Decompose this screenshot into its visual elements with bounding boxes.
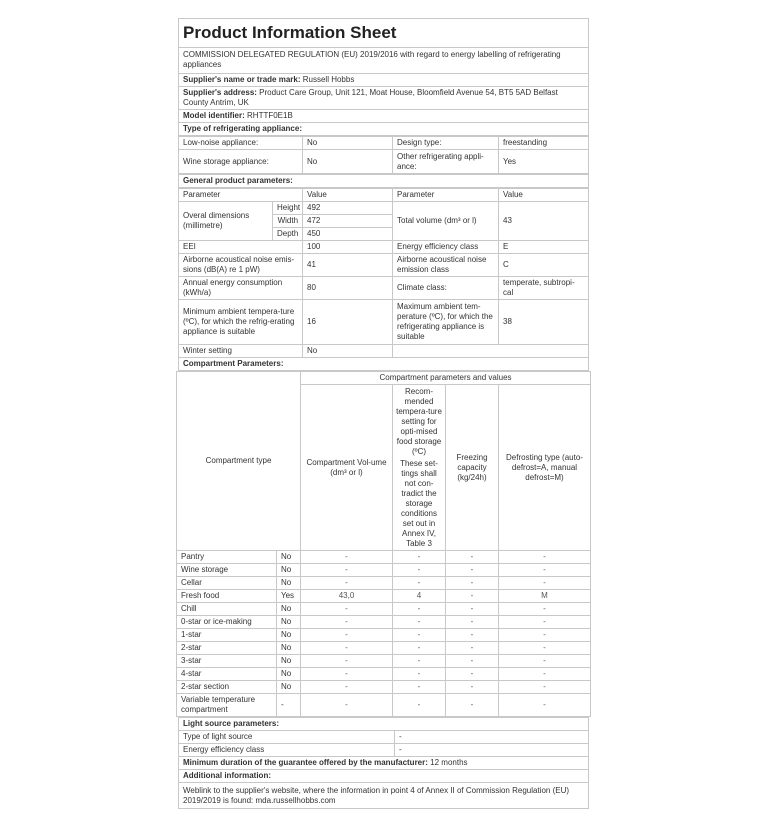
compartment-temperature: 4	[393, 590, 446, 603]
param-value: 38	[499, 300, 589, 345]
general-heading-table	[178, 174, 589, 188]
light-label: Energy efficiency class	[179, 744, 395, 757]
compartment-present: No	[277, 655, 301, 668]
height-value: 492	[303, 202, 393, 215]
type-label: Other refrigerating appli-ance:	[393, 150, 499, 174]
guarantee-value: 12 months	[430, 758, 468, 767]
param-value: 41	[303, 254, 393, 277]
compartment-name: Pantry	[177, 551, 277, 564]
compartment-temperature: -	[393, 577, 446, 590]
total-volume-label: Total volume (dm³ or l)	[393, 202, 499, 241]
value-header: Value	[499, 189, 589, 202]
param-header: Parameter	[179, 189, 303, 202]
compartment-name: Cellar	[177, 577, 277, 590]
compartment-table	[176, 371, 591, 717]
compartment-present: Yes	[277, 590, 301, 603]
light-heading: Light source parameters:	[179, 718, 589, 731]
compartment-volume: -	[301, 629, 393, 642]
compartment-present: No	[277, 642, 301, 655]
width-label: Width	[273, 215, 303, 228]
weblink-row	[179, 783, 589, 809]
type-table	[178, 136, 589, 174]
value-header: Value	[303, 189, 393, 202]
width-value: 472	[303, 215, 393, 228]
compartment-defrost: -	[499, 655, 591, 668]
compartment-volume: -	[301, 577, 393, 590]
compartment-defrost: -	[499, 603, 591, 616]
param-label: Climate class:	[393, 277, 499, 300]
type-value: No	[303, 150, 393, 174]
supplier-address-label: Supplier's address:	[183, 88, 257, 97]
param-label: Annual energy consumption (kWh/a)	[179, 277, 303, 300]
compartment-row	[177, 590, 591, 603]
compartment-volume: 43,0	[301, 590, 393, 603]
compartment-row	[177, 629, 591, 642]
param-label: Energy efficiency class	[393, 241, 499, 254]
supplier-address-row	[179, 87, 589, 110]
compartment-name: Wine storage	[177, 564, 277, 577]
model-value: RHTTF0E1B	[247, 111, 293, 120]
empty-cell	[393, 345, 589, 358]
compartment-freezing: -	[446, 694, 499, 717]
compartment-temperature: -	[393, 564, 446, 577]
weblink-text: Weblink to the supplier's website, where the information in point 4 of Annex II of Commission Regulation (EU) 2019/2019 is found:	[183, 785, 570, 805]
light-table	[178, 717, 589, 809]
param-label: Minimum ambient tempera-ture (ºC), for which the refrig-erating appliance is suitable	[179, 300, 303, 345]
compartment-name: Fresh food	[177, 590, 277, 603]
product-information-sheet	[178, 18, 588, 809]
light-value: -	[395, 744, 589, 757]
param-header: Parameter	[393, 189, 499, 202]
compartment-row	[177, 577, 591, 590]
dimensions-label: Overal dimensions (millimetre)	[179, 202, 273, 241]
compartment-heading: Compartment Parameters:	[179, 358, 589, 371]
page-title: Product Information Sheet	[179, 19, 589, 48]
compartment-defrost: -	[499, 642, 591, 655]
compartment-name: 2-star section	[177, 681, 277, 694]
model-label: Model identifier:	[183, 111, 245, 120]
defrost-header: Defrosting type (auto-defrost=A, manual defrost=M)	[499, 385, 591, 551]
compartment-temperature: -	[393, 551, 446, 564]
compartment-row	[177, 642, 591, 655]
compartment-freezing: -	[446, 590, 499, 603]
freezing-header: Freezing capacity (kg/24h)	[446, 385, 499, 551]
compartment-temperature: -	[393, 603, 446, 616]
compartment-present: -	[277, 694, 301, 717]
compartment-defrost: -	[499, 564, 591, 577]
volume-header: Compartment Vol-ume (dm³ or l)	[301, 385, 393, 551]
compartment-row	[177, 551, 591, 564]
compartment-name: 2-star	[177, 642, 277, 655]
compartment-freezing: -	[446, 629, 499, 642]
compartment-volume: -	[301, 655, 393, 668]
compartment-row	[177, 668, 591, 681]
compartment-temperature: -	[393, 655, 446, 668]
compartment-defrost: -	[499, 629, 591, 642]
compartment-rows	[177, 551, 591, 717]
compartment-temperature: -	[393, 616, 446, 629]
height-label: Height	[273, 202, 303, 215]
guarantee-label: Minimum duration of the guarantee offered by the manufacturer:	[183, 758, 428, 767]
type-label: Wine storage appliance:	[179, 150, 303, 174]
type-label: Design type:	[393, 137, 499, 150]
param-value: E	[499, 241, 589, 254]
type-value: No	[303, 137, 393, 150]
compartment-defrost: -	[499, 577, 591, 590]
compartment-freezing: -	[446, 655, 499, 668]
compartment-row	[177, 564, 591, 577]
compartment-defrost: -	[499, 551, 591, 564]
weblink-url[interactable]: mda.russellhobbs.com	[255, 795, 336, 805]
compartment-name: 3-star	[177, 655, 277, 668]
compartment-volume: -	[301, 694, 393, 717]
param-label: Maximum ambient tem-perature (ºC), for which the refrigerating appliance is suitable	[393, 300, 499, 345]
compartment-volume: -	[301, 564, 393, 577]
type-label: Low-noise appliance:	[179, 137, 303, 150]
compartment-freezing: -	[446, 603, 499, 616]
compartment-row	[177, 694, 591, 717]
compartment-type-header: Compartment type	[177, 372, 301, 551]
header-table	[178, 18, 589, 136]
compartment-name: Chill	[177, 603, 277, 616]
compartment-present: No	[277, 577, 301, 590]
compartment-group-header: Compartment parameters and values	[301, 372, 591, 385]
type-value: Yes	[499, 150, 589, 174]
additional-heading: Additional information:	[179, 770, 589, 783]
winter-setting-label: Winter setting	[179, 345, 303, 358]
compartment-name: 4-star	[177, 668, 277, 681]
supplier-name-label: Supplier's name or trade mark:	[183, 75, 301, 84]
compartment-temperature: -	[393, 681, 446, 694]
param-label: EEI	[179, 241, 303, 254]
compartment-row	[177, 681, 591, 694]
compartment-volume: -	[301, 681, 393, 694]
supplier-name-row	[179, 74, 589, 87]
compartment-row	[177, 603, 591, 616]
regulation-text: COMMISSION DELEGATED REGULATION (EU) 2019/2016 with regard to energy labelling of refrigerating appliances	[179, 48, 589, 74]
compartment-freezing: -	[446, 668, 499, 681]
compartment-volume: -	[301, 668, 393, 681]
compartment-name: Variable temperature compartment	[177, 694, 277, 717]
compartment-present: No	[277, 668, 301, 681]
compartment-present: No	[277, 603, 301, 616]
temperature-header-note: These set-tings shall not con-tradict the storage conditions set out in Annex IV, Table 3	[400, 458, 438, 548]
light-label: Type of light source	[179, 731, 395, 744]
param-value: temperate, subtropi-cal	[499, 277, 589, 300]
supplier-address-value: Product Care Group, Unit 121, Moat House, Bloomfield Avenue 54, BT5 5AD Belfast County Antrim, UK	[183, 88, 558, 107]
compartment-freezing: -	[446, 564, 499, 577]
param-label: Airborne acoustical noise emis-sions (dB(A) re 1 pW)	[179, 254, 303, 277]
compartment-temperature: -	[393, 629, 446, 642]
param-value: 16	[303, 300, 393, 345]
param-value: 100	[303, 241, 393, 254]
guarantee-row	[179, 757, 589, 770]
compartment-volume: -	[301, 616, 393, 629]
compartment-present: No	[277, 564, 301, 577]
compartment-present: No	[277, 681, 301, 694]
winter-setting-value: No	[303, 345, 393, 358]
compartment-defrost: -	[499, 694, 591, 717]
compartment-present: No	[277, 629, 301, 642]
compartment-name: 1-star	[177, 629, 277, 642]
temperature-header-text: Recom-mended tempera-ture setting for opti-mised food storage (ºC)	[396, 386, 442, 456]
general-heading: General product parameters:	[179, 175, 589, 188]
type-value: freestanding	[499, 137, 589, 150]
compartment-name: 0-star or ice-making	[177, 616, 277, 629]
model-row	[179, 110, 589, 123]
compartment-temperature: -	[393, 694, 446, 717]
compartment-freezing: -	[446, 551, 499, 564]
depth-label: Depth	[273, 228, 303, 241]
compartment-volume: -	[301, 603, 393, 616]
param-value: 80	[303, 277, 393, 300]
compartment-present: No	[277, 616, 301, 629]
light-value: -	[395, 731, 589, 744]
param-label: Airborne acoustical noise emission class	[393, 254, 499, 277]
depth-value: 450	[303, 228, 393, 241]
compartment-present: No	[277, 551, 301, 564]
compartment-temperature: -	[393, 668, 446, 681]
compartment-freezing: -	[446, 577, 499, 590]
type-heading: Type of refrigerating appliance:	[179, 123, 589, 136]
compartment-defrost: M	[499, 590, 591, 603]
compartment-row	[177, 655, 591, 668]
compartment-freezing: -	[446, 616, 499, 629]
temperature-header	[393, 385, 446, 551]
compartment-defrost: -	[499, 616, 591, 629]
compartment-row	[177, 616, 591, 629]
supplier-name-value: Russell Hobbs	[302, 75, 355, 84]
compartment-defrost: -	[499, 668, 591, 681]
compartment-defrost: -	[499, 681, 591, 694]
general-params-table	[178, 188, 589, 371]
compartment-temperature: -	[393, 642, 446, 655]
param-value: C	[499, 254, 589, 277]
compartment-volume: -	[301, 642, 393, 655]
compartment-volume: -	[301, 551, 393, 564]
compartment-freezing: -	[446, 681, 499, 694]
total-volume-value: 43	[499, 202, 589, 241]
compartment-freezing: -	[446, 642, 499, 655]
